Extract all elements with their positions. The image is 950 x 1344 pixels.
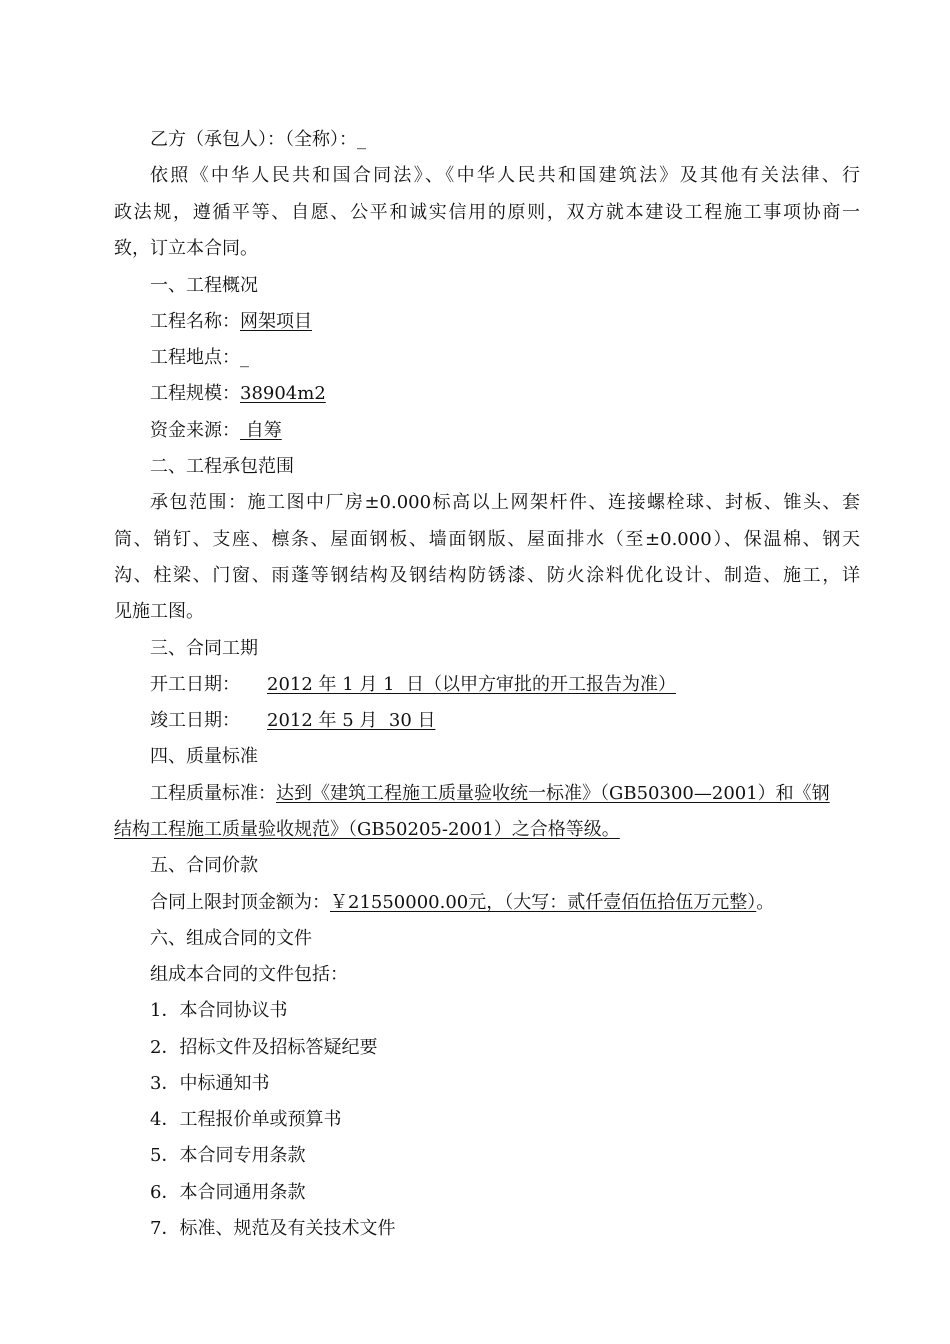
document-item: 7．标准、规范及有关技术文件 [150, 1218, 396, 1239]
contract-price-line [150, 890, 860, 916]
scope-line-2: 筒、销钉、支座、檩条、屋面钢板、墙面钢版、屋面排水（至±0.000）、保温棉、钢天 [114, 529, 860, 550]
start-date-line [150, 672, 860, 698]
project-name-value: 网架项目 [240, 311, 312, 332]
document-item: 5．本合同专用条款 [150, 1145, 306, 1166]
end-date-line [150, 708, 860, 734]
section-3-heading: 三、合同工期 [150, 638, 258, 659]
funding-source-line [150, 418, 860, 444]
funding-source-value: 自筹 [240, 420, 282, 441]
project-name-line [150, 309, 860, 335]
quality-line-1 [150, 781, 860, 807]
party-b-line [150, 127, 860, 153]
contract-price-suffix: 。 [756, 892, 775, 913]
start-date-value: 2012 年 1 月 1 日（以甲方审批的开工报告为准） [267, 674, 677, 695]
section-4-heading: 四、质量标准 [150, 746, 258, 767]
party-b-label: 乙方（承包人）：（全称）：_ [150, 129, 366, 150]
project-scale-label: 工程规模： [150, 383, 240, 404]
scope-line-4: 见施工图。 [114, 601, 204, 622]
document-item: 1．本合同协议书 [150, 1000, 288, 1021]
document-item: 4．工程报价单或预算书 [150, 1109, 342, 1130]
document-item: 3．中标通知书 [150, 1073, 270, 1094]
section-1-heading: 一、工程概况 [150, 275, 258, 296]
intro-line-2: 政法规，遵循平等、自愿、公平和诚实信用的原则，双方就本建设工程施工事项协商一 [114, 202, 860, 223]
section-5-heading: 五、合同价款 [150, 855, 258, 876]
start-date-label: 开工日期： [150, 674, 240, 695]
section-6-heading: 六、组成合同的文件 [150, 928, 312, 949]
quality-line-2 [114, 817, 860, 843]
document-item: 6．本合同通用条款 [150, 1182, 306, 1203]
quality-value-1: 达到《建筑工程施工质量验收统一标准》（GB50300—2001）和《钢 [276, 783, 830, 804]
intro-line-1: 依照《中华人民共和国合同法》、《中华人民共和国建筑法》及其他有关法律、行 [150, 165, 860, 186]
project-scale-value: 38904m2 [240, 383, 326, 404]
project-scale-line [150, 381, 860, 407]
end-date-value: 2012 年 5 月 30 日 [267, 710, 436, 731]
contract-price-value: ￥21550000.00元，（大写：贰仟壹佰伍拾伍万元整） [330, 892, 757, 913]
funding-source-label: 资金来源： [150, 420, 240, 441]
scope-line-1: 承包范围：施工图中厂房±0.000标高以上网架杆件、连接螺栓球、封板、锥头、套 [150, 492, 860, 513]
project-name-label: 工程名称： [150, 311, 240, 332]
scope-line-3: 沟、柱梁、门窗、雨蓬等钢结构及钢结构防锈漆、防火涂料优化设计、制造、施工，详 [114, 565, 860, 586]
project-location-line [150, 345, 860, 371]
documents-intro: 组成本合同的文件包括： [150, 964, 348, 985]
intro-line-3: 致，订立本合同。 [114, 238, 258, 259]
document-item: 2．招标文件及招标答疑纪要 [150, 1037, 378, 1058]
quality-label: 工程质量标准： [150, 783, 276, 804]
section-2-heading: 二、工程承包范围 [150, 456, 294, 477]
project-location-label: 工程地点：_ [150, 347, 249, 368]
end-date-label: 竣工日期： [150, 710, 240, 731]
quality-value-2: 结构工程施工质量验收规范》（GB50205-2001）之合格等级。 [114, 819, 620, 840]
contract-price-label: 合同上限封顶金额为： [150, 892, 330, 913]
